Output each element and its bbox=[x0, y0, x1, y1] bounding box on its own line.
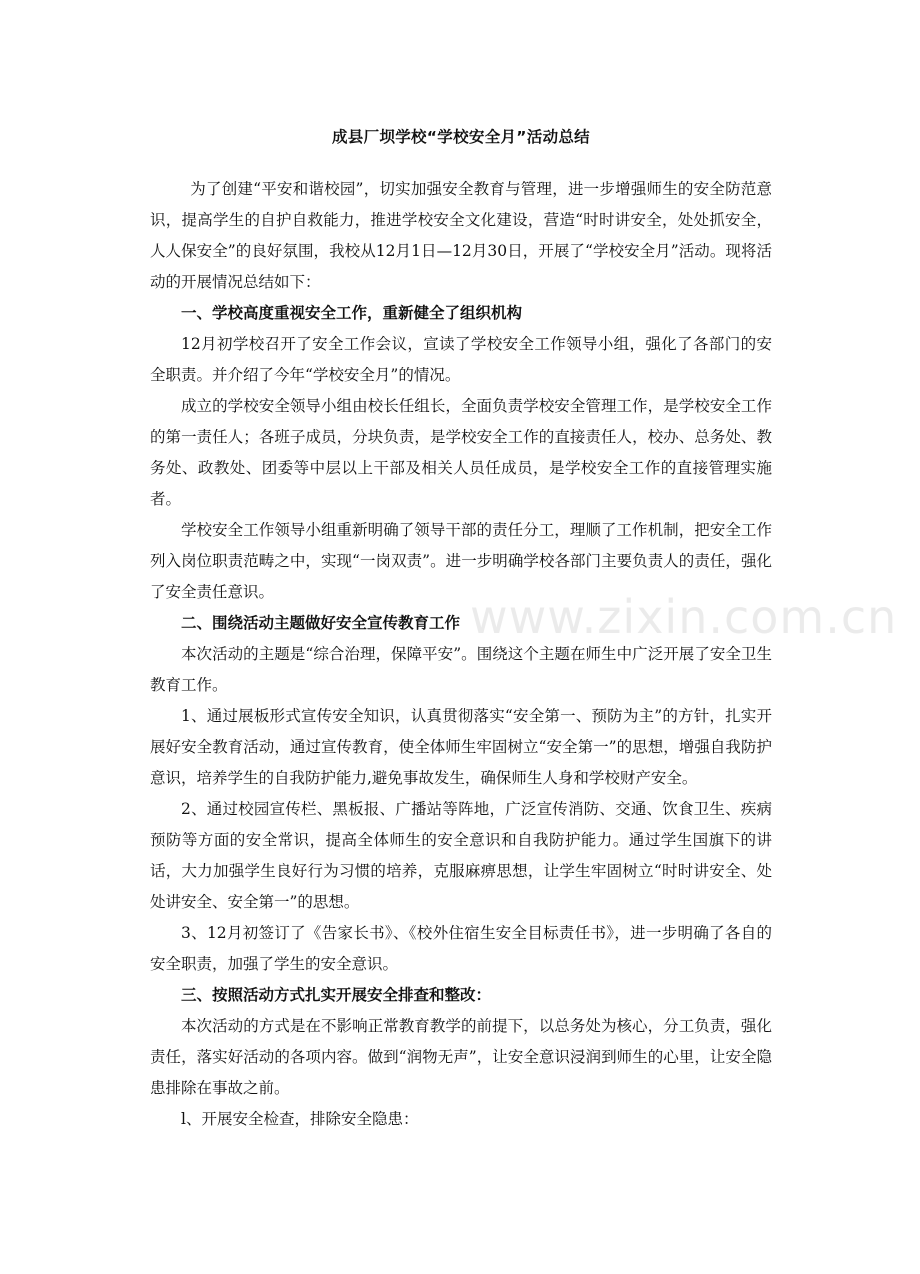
section-heading-1: 一、学校高度重视安全工作，重新健全了组织机构 bbox=[181, 304, 523, 322]
paragraph: 学校安全工作领导小组重新明确了领导干部的责任分工，理顺了工作机制，把安全工作列入岗位职责范畴之中，实现“一岗双责”。进一步明确学校各部门主要负责人的责任，强化了安全责任意识。 bbox=[150, 521, 772, 601]
paragraph: 3、12月初签订了《告家长书》、《校外住宿生安全目标责任书》，进一步明确了各自的安全职责，加强了学生的安全意识。 bbox=[150, 924, 772, 973]
paragraph: 成立的学校安全领导小组由校长任组长，全面负责学校安全管理工作，是学校安全工作的第一责任人；各班子成员，分块负责，是学校安全工作的直接责任人，校办、总务处、教务处、政教处、团委等中层以上干部及相关人员任成员，是学校安全工作的直接管理实施者。 bbox=[150, 397, 772, 508]
document-page bbox=[150, 118, 772, 1135]
paragraph: l、开展安全检查，排除安全隐患： bbox=[181, 1110, 419, 1128]
watermark: www.zixin.com.cn bbox=[470, 590, 898, 644]
section-heading-3: 三、按照活动方式扎实开展安全排查和整改： bbox=[181, 986, 492, 1004]
paragraph: 1、通过展板形式宣传安全知识，认真贯彻落实“安全第一、预防为主”的方针，扎实开展好安全教育活动，通过宣传教育，使全体师生牢固树立“安全第一”的思想，增强自我防护意识，培养学生的自我防护能力,避免事故发生，确保师生人身和学校财产安全。 bbox=[150, 707, 772, 787]
paragraph: 12月初学校召开了安全工作会议，宣读了学校安全工作领导小组，强化了各部门的安全职责。并介绍了今年“学校安全月”的情况。 bbox=[150, 335, 772, 384]
paragraph: 本次活动的方式是在不影响正常教育教学的前提下，以总务处为核心，分工负责，强化责任，落实好活动的各项内容。做到“润物无声”，让安全意识浸润到师生的心里，让安全隐患排除在事故之前。 bbox=[150, 1017, 772, 1097]
document-title: 成县厂坝学校“学校安全月”活动总结 bbox=[332, 128, 590, 146]
paragraph: 本次活动的主题是“综合治理，保障平安”。围绕这个主题在师生中广泛开展了安全卫生教育工作。 bbox=[150, 645, 772, 694]
section-heading-2: 二、围绕活动主题做好安全宣传教育工作 bbox=[181, 614, 461, 632]
intro-paragraph: 为了创建“平安和谐校园”，切实加强安全教育与管理，进一步增强师生的安全防范意识，提高学生的自护自救能力，推进学校安全文化建设，营造“时时讲安全，处处抓安全，人人保安全”的良好氛围，我校从12月1日—12月30日，开展了“学校安全月”活动。现将活动的开展情况总结如下： bbox=[150, 180, 772, 291]
paragraph: 2、通过校园宣传栏、黑板报、广播站等阵地，广泛宣传消防、交通、饮食卫生、疾病预防等方面的安全常识，提高全体师生的安全意识和自我防护能力。通过学生国旗下的讲话，大力加强学生良好行为习惯的培养，克服麻痹思想，让学生牢固树立“时时讲安全、处处讲安全、安全第一”的思想。 bbox=[150, 800, 772, 911]
